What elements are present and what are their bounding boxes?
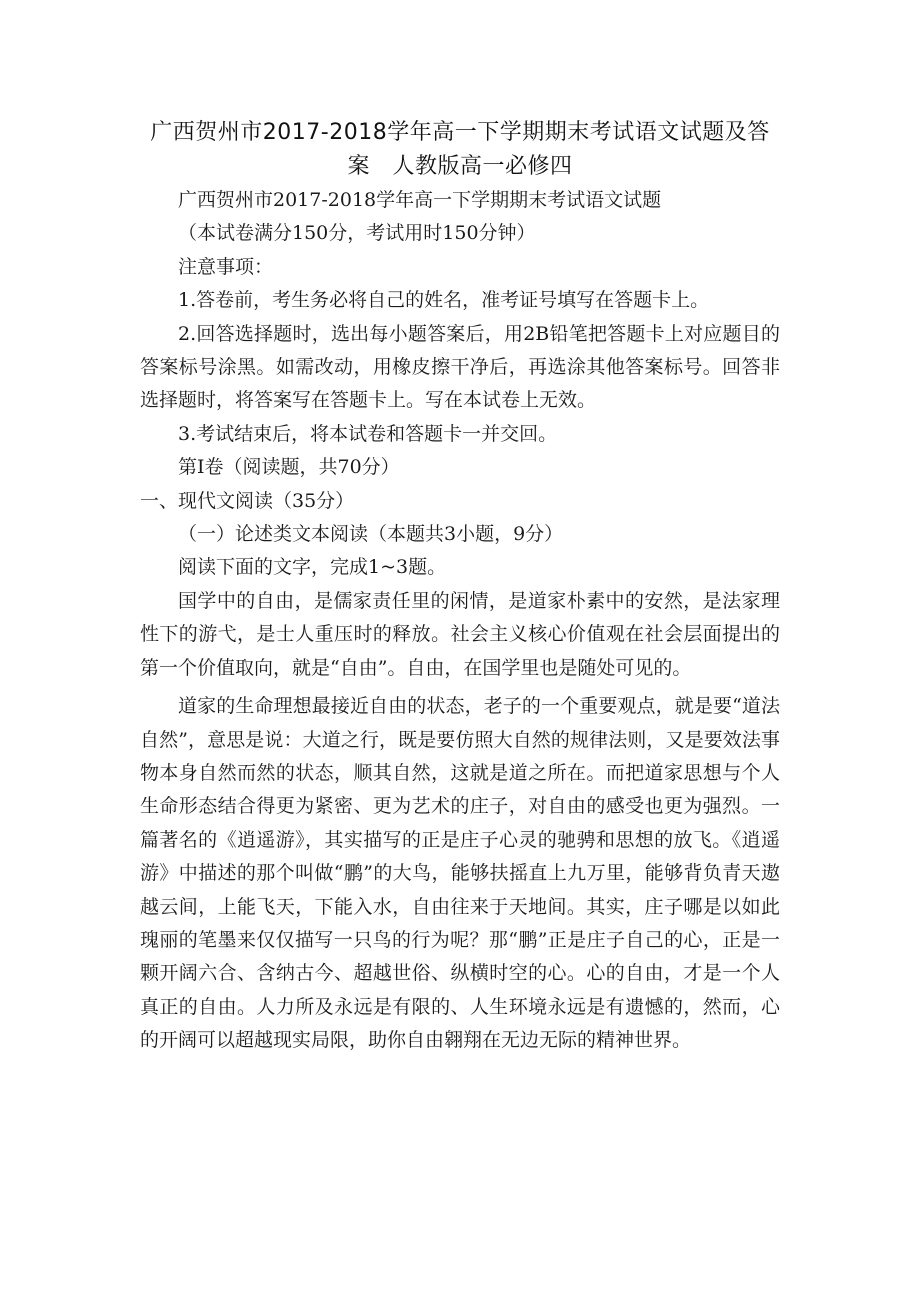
score-note: （本试卷满分150分，考试用时150分钟）: [178, 222, 536, 245]
passage-paragraph-1: 国学中的自由，是儒家责任里的闲情，是道家朴素中的安然，是法家理性下的游弋，是士人重压时的释放。社会主义核心价值观在社会层面提出的第一个价值取向，就是“自由”。自由，在国学里也是随处可见的。: [140, 589, 780, 679]
notice-item-3: 3.考试结束后，将本试卷和答题卡一并交回。: [178, 422, 558, 445]
notice-item-1: 1.答卷前，考生务必将自己的姓名，准考证号填写在答题卡上。: [178, 289, 710, 312]
notice-heading: 注意事项：: [178, 255, 274, 278]
section-heading: 一、现代文阅读（35分）: [140, 489, 355, 512]
reading-instruction: 阅读下面的文字，完成1~3题。: [178, 556, 447, 579]
volume-heading: 第Ⅰ卷（阅读题，共70分）: [178, 456, 400, 479]
subsection-heading: （一）论述类文本阅读（本题共3小题，9分）: [178, 523, 564, 546]
document-title: 广西贺州市2017-2018学年高一下学期期末考试语文试题及答案 人教版高一必修四: [150, 120, 770, 179]
passage-paragraph-2: 道家的生命理想最接近自由的状态，老子的一个重要观点，就是要“道法自然”，意思是说：大道之行，既是要仿照大自然的规律法则，又是要效法事物本身自然而然的状态，顺其自然，这就是道之所在。而把道家思想与个人生命形态结合得更为紧密、更为艺术的庄子，对自由的感受也更为强烈。一篇著名的《逍遥游》，其实描写的正是庄子心灵的驰骋和思想的放飞。《逍遥游》中描述的那个叫做“鹏”的大鸟，能够扶摇直上九万里，能够背负青天遨越云间，上能飞天，下能入水，自由往来于天地间。其实，庄子哪是以如此瑰丽的笔墨来仅仅描写一只鸟的行为呢？那“鹏”正是庄子自己的心，正是一颗开阔六合、含纳古今、超越世俗、纵横时空的心。心的自由，才是一个人真正的自由。人力所及永远是有限的、人生环境永远是有遗憾的，然而，心的开阔可以超越现实局限，助你自由翱翔在无边无际的精神世界。: [140, 695, 780, 1052]
notice-item-2: 2.回答选择题时，选出每小题答案后，用2B铅笔把答题卡上对应题目的答案标号涂黑。如需改动，用橡皮擦干净后，再选涂其他答案标号。回答非选择题时，将答案写在答题卡上。写在本试卷上无效。: [140, 322, 780, 412]
exam-subtitle: 广西贺州市2017-2018学年高一下学期期末考试语文试题: [178, 189, 662, 211]
document-body: [140, 184, 780, 1058]
